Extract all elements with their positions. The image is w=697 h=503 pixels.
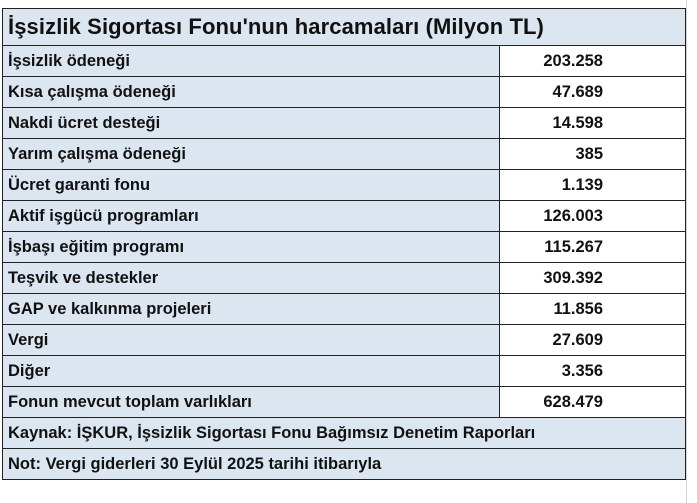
table-row: [3, 170, 686, 201]
row-label[interactable]: Aktif işgücü programları: [3, 201, 500, 232]
row-label[interactable]: İşsizlik ödeneği: [3, 46, 500, 77]
table-row: [3, 387, 686, 418]
note-text[interactable]: Not: Vergi giderleri 30 Eylül 2025 tarihi itibarıyla: [3, 449, 686, 480]
table-row: [3, 139, 686, 170]
row-value[interactable]: 14.598: [500, 108, 686, 139]
row-label[interactable]: Fonun mevcut toplam varlıkları: [3, 387, 500, 418]
source-text[interactable]: Kaynak: İŞKUR, İşsizlik Sigortası Fonu Bağımsız Denetim Raporları: [3, 418, 686, 449]
row-value[interactable]: 628.479: [500, 387, 686, 418]
row-label[interactable]: Vergi: [3, 325, 500, 356]
row-value[interactable]: 385: [500, 139, 686, 170]
table-row: [3, 294, 686, 325]
source-row: [3, 418, 686, 449]
table-row: [3, 108, 686, 139]
row-value[interactable]: 47.689: [500, 77, 686, 108]
note-row: [3, 449, 686, 480]
row-value[interactable]: 11.856: [500, 294, 686, 325]
row-value[interactable]: 27.609: [500, 325, 686, 356]
row-label[interactable]: Kısa çalışma ödeneği: [3, 77, 500, 108]
table-row: [3, 356, 686, 387]
row-label[interactable]: Teşvik ve destekler: [3, 263, 500, 294]
row-value[interactable]: 3.356: [500, 356, 686, 387]
row-label[interactable]: Nakdi ücret desteği: [3, 108, 500, 139]
table-row: [3, 46, 686, 77]
gridline: [686, 0, 697, 503]
table-row: [3, 77, 686, 108]
row-value[interactable]: 115.267: [500, 232, 686, 263]
row-label[interactable]: Yarım çalışma ödeneği: [3, 139, 500, 170]
row-label[interactable]: Diğer: [3, 356, 500, 387]
row-label[interactable]: Ücret garanti fonu: [3, 170, 500, 201]
row-value[interactable]: 1.139: [500, 170, 686, 201]
table-row: [3, 201, 686, 232]
expenditure-table: [2, 8, 686, 480]
table-row: [3, 263, 686, 294]
row-label[interactable]: İşbaşı eğitim programı: [3, 232, 500, 263]
title-row: [3, 9, 686, 46]
row-value[interactable]: 309.392: [500, 263, 686, 294]
table-title[interactable]: İşsizlik Sigortası Fonu'nun harcamaları (Milyon TL): [3, 9, 686, 46]
row-label[interactable]: GAP ve kalkınma projeleri: [3, 294, 500, 325]
row-value[interactable]: 126.003: [500, 201, 686, 232]
table-row: [3, 232, 686, 263]
table-row: [3, 325, 686, 356]
row-value[interactable]: 203.258: [500, 46, 686, 77]
